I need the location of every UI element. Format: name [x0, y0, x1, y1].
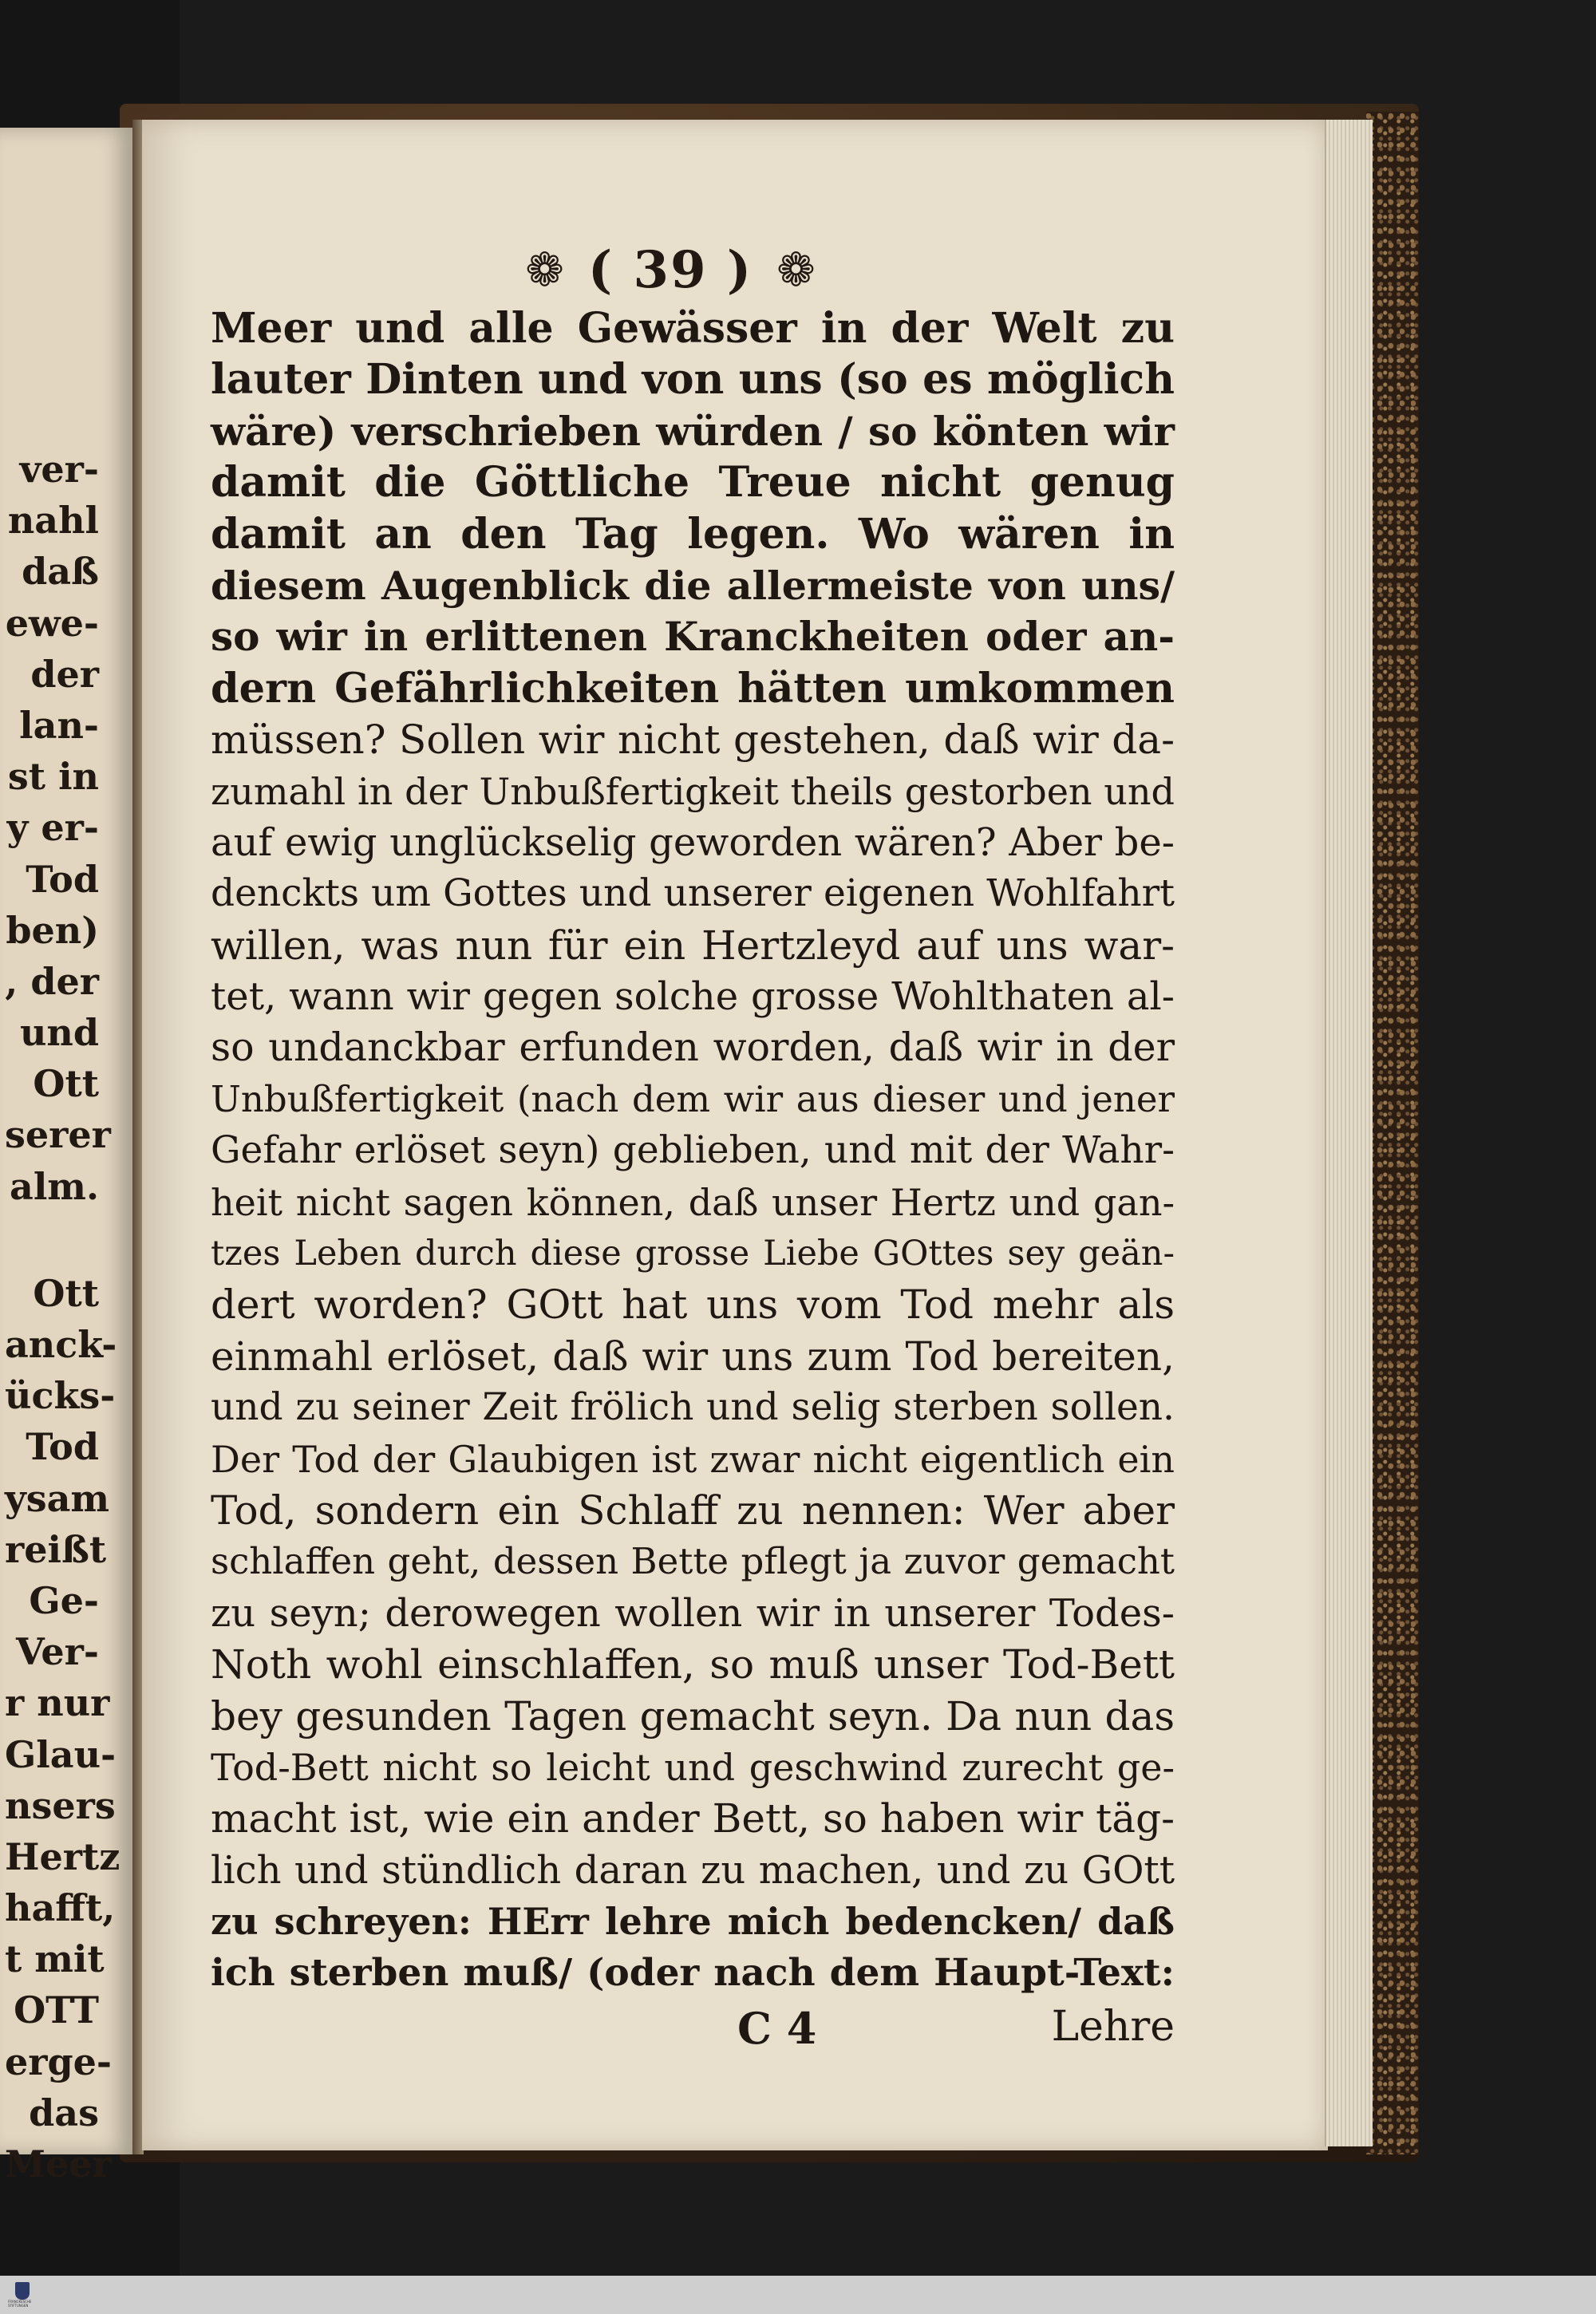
text-line: schlaffen geht, dessen Bette pflegt ja zuvor gemacht	[211, 1540, 1175, 1583]
left-page-line: Ott	[33, 1062, 99, 1106]
left-page-line: erge-	[5, 2040, 113, 2083]
text-line: Tod, sondern ein Schlaff zu nennen: Wer aber	[211, 1487, 1175, 1534]
text-line: macht ist, wie ein ander Bett, so haben wir täg-	[211, 1795, 1175, 1842]
text-line: Unbußfertigkeit (nach dem wir aus dieser und jener	[211, 1077, 1175, 1120]
text-line: dert worden? GOtt hat uns vom Tod mehr als	[211, 1281, 1175, 1329]
left-page-line: anck-	[5, 1323, 117, 1366]
catchword: Lehre	[1051, 2003, 1175, 2051]
left-page-line: lan-	[19, 703, 99, 747]
left-page-line: Tod	[26, 1425, 99, 1469]
left-page-line: nsers	[5, 1783, 116, 1827]
left-page-line: st in	[7, 755, 99, 799]
text-line: dern Gefährlichkeiten hätten umkommen	[211, 664, 1175, 713]
text-line: zu schreyen: HErr lehre mich bedencken/ daß	[211, 1900, 1175, 1944]
ornament-left-icon: ❁	[525, 243, 564, 297]
text-line: lauter Dinten und von uns (so es möglich	[211, 355, 1175, 405]
text-line: damit die Göttliche Treue nicht genug	[211, 458, 1175, 507]
text-line: willen, was nun für ein Hertzleyd auf uns war-	[211, 922, 1175, 969]
left-page-line: daß	[22, 550, 99, 594]
text-line: Meer und alle Gewässer in der Welt zu	[211, 304, 1175, 353]
text-line: einmahl erlöset, daß wir uns zum Tod bereiten,	[211, 1333, 1175, 1380]
left-page-line	[5, 1212, 99, 1268]
text-line: zu seyn; derowegen wollen wir in unserer Todes-	[211, 1590, 1175, 1636]
left-page-line: serer	[5, 1113, 111, 1157]
text-line: lich und stündlich daran zu machen, und zu GOtt	[211, 1847, 1175, 1893]
left-page-line: reißt	[5, 1527, 107, 1571]
text-line: tet, wann wir gegen solche grosse Wohlthaten al-	[211, 974, 1175, 1020]
library-logo-text: FRANCKESCHE STIFTUNGEN	[8, 2300, 32, 2308]
ornament-right-icon: ❁	[776, 243, 816, 297]
page-header	[511, 238, 830, 302]
left-page	[0, 128, 134, 2186]
left-page-line: OTT	[14, 1988, 99, 2032]
left-page-line: Tod	[26, 857, 99, 901]
text-line: auf ewig unglückselig geworden wären? Aber be-	[211, 819, 1175, 865]
left-page-line: der	[30, 652, 99, 696]
page-number: ( 39 )	[587, 239, 753, 300]
text-line: diesem Augenblick die allermeiste von uns/	[211, 562, 1175, 609]
cover-edge-marbled	[1366, 112, 1419, 2154]
text-line: so wir in erlittenen Kranckheiten oder an-	[211, 613, 1175, 661]
signature-mark: C 4	[737, 2003, 817, 2054]
left-page-line: t mit	[5, 1937, 105, 1981]
left-page-line: und	[19, 1011, 99, 1055]
text-line: heit nicht sagen können, daß unser Hertz und gan-	[211, 1180, 1175, 1224]
text-line: so undanckbar erfunden worden, daß wir in der	[211, 1025, 1175, 1071]
viewer-bottom-bar	[0, 2276, 1596, 2314]
library-logo	[8, 2280, 37, 2309]
left-page-line: , der	[5, 959, 99, 1003]
library-logo-icon	[15, 2282, 30, 2300]
left-page-line: hafft,	[5, 1886, 116, 1930]
left-page-line: Ge-	[29, 1578, 99, 1622]
text-line: Gefahr erlöset seyn) geblieben, und mit der Wahr-	[211, 1128, 1175, 1173]
text-line: und zu seiner Zeit frölich und selig sterben sollen.	[211, 1385, 1175, 1430]
left-page-line: r nur	[5, 1681, 110, 1725]
text-line: Noth wohl einschlaffen, so muß unser Tod-Bett	[211, 1641, 1175, 1688]
left-page-line: Glau-	[5, 1732, 117, 1776]
left-page-line: y er-	[6, 806, 99, 850]
left-page-line: das	[29, 2091, 99, 2134]
text-line: müssen? Sollen wir nicht gestehen, daß wir da-	[211, 717, 1175, 764]
left-page-line: ver-	[19, 448, 99, 491]
text-line: Tod-Bett nicht so leicht und geschwind zurecht ge-	[211, 1745, 1175, 1789]
text-line: Der Tod der Glaubigen ist zwar nicht eigentlich ein	[211, 1437, 1175, 1481]
text-line: zumahl in der Unbußfertigkeit theils gestorben und	[211, 769, 1175, 813]
text-line: damit an den Tag legen. Wo wären in	[211, 509, 1175, 559]
text-line: bey gesunden Tagen gemacht seyn. Da nun das	[211, 1692, 1175, 1739]
text-line: denckts um Gottes und unserer eigenen Wohlfahrt	[211, 871, 1175, 916]
left-page-line: ben)	[6, 908, 99, 952]
left-page-line: ysam	[5, 1476, 110, 1520]
left-page-line: Meer	[5, 2142, 112, 2186]
text-line: wäre) verschrieben würden / so könten wir	[211, 407, 1175, 455]
text-line: ich sterben muß/ (oder nach dem Haupt-Text:	[211, 1950, 1175, 1995]
left-page-line: alm.	[10, 1164, 99, 1208]
page-body-text	[211, 303, 1175, 1999]
page-footer	[211, 2003, 1175, 2059]
page-edges	[1325, 120, 1373, 2146]
left-page-line: ewe-	[5, 601, 99, 645]
left-page-text	[5, 444, 120, 2190]
left-page-line: Ott	[33, 1271, 99, 1315]
left-page-line: Ver-	[15, 1630, 99, 1674]
text-line: tzes Leben durch diese grosse Liebe GOttes sey geän-	[211, 1234, 1175, 1274]
left-page-line: Hertz	[5, 1834, 120, 1878]
left-page-line: nahl	[7, 499, 99, 543]
left-page-line: ücks-	[5, 1374, 116, 1418]
